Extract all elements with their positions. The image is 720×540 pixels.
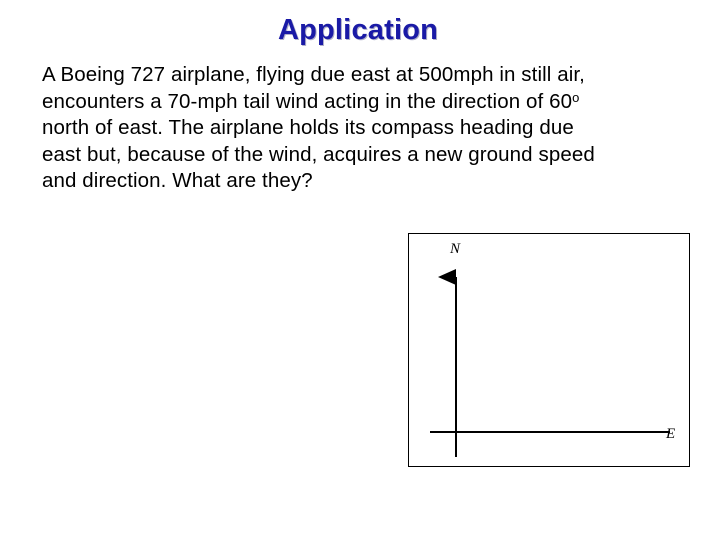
compass-diagram <box>408 233 690 467</box>
east-label: E <box>666 426 676 442</box>
degree-symbol: o <box>572 89 580 105</box>
problem-line-2 <box>42 89 702 116</box>
problem-line-5: and direction. What are they? <box>42 169 313 192</box>
problem-line-4: east but, because of the wind, acquires a new ground speed <box>42 142 595 166</box>
north-label: N <box>450 241 461 257</box>
problem-line-2-text: encounters a 70-mph tail wind acting in the direction of 60 <box>42 89 573 113</box>
compass-diagram-svg <box>408 233 690 467</box>
problem-line-1: A Boeing 727 airplane, flying due east at 500mph in still air, <box>42 63 585 86</box>
problem-line-3: north of east. The airplane holds its compass heading due <box>42 116 574 139</box>
slide-title: Application <box>277 14 439 46</box>
problem-text <box>42 62 702 195</box>
